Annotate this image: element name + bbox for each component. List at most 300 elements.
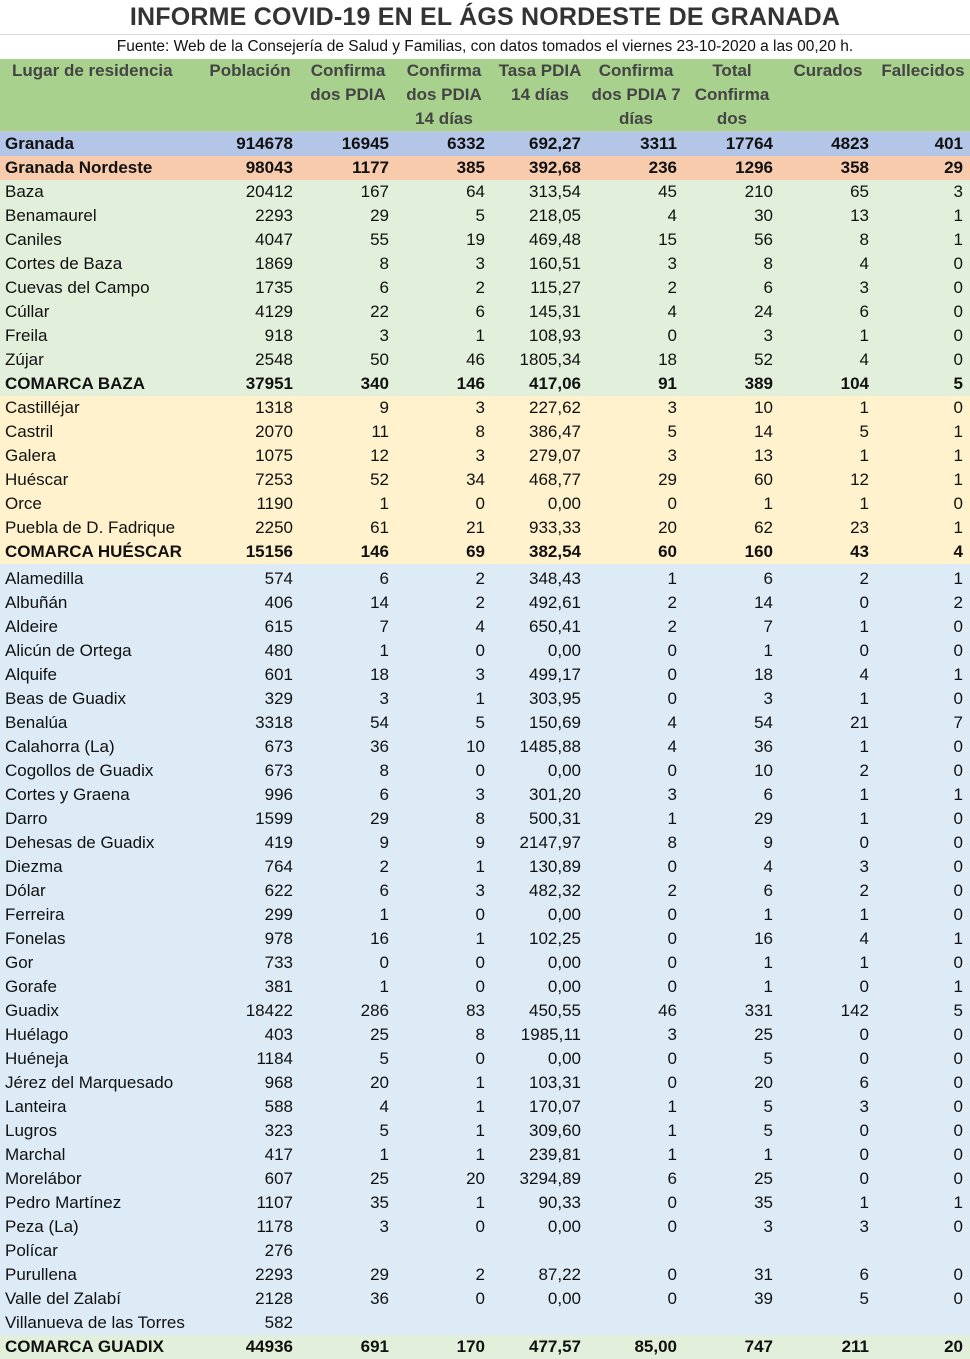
cell-fallecidos: 0	[876, 1047, 970, 1071]
cell-poblacion: 1184	[200, 1047, 300, 1071]
col-header-total: Total Confirma dos	[684, 59, 780, 132]
cell-confirmados-14: 9	[396, 831, 492, 855]
cell-lugar: Fonelas	[0, 927, 200, 951]
cell-confirmados: 3	[300, 687, 396, 711]
cell-fallecidos: 0	[876, 639, 970, 663]
cell-fallecidos	[876, 1311, 970, 1335]
cell-total: 3	[684, 687, 780, 711]
cell-poblacion: 329	[200, 687, 300, 711]
cell-poblacion: 403	[200, 1023, 300, 1047]
cell-confirmados-14: 0	[396, 951, 492, 975]
table-row	[0, 663, 970, 687]
cell-lugar: Huéneja	[0, 1047, 200, 1071]
cell-poblacion: 15156	[200, 540, 300, 564]
cell-total: 747	[684, 1335, 780, 1359]
cell-confirmados-14: 1	[396, 1119, 492, 1143]
cell-tasa-14: 500,31	[492, 807, 588, 831]
cell-confirmados-14: 385	[396, 156, 492, 180]
cell-confirmados-7: 60	[588, 540, 684, 564]
col-header-confirmados-7: Confirma dos PDIA 7 días	[588, 59, 684, 132]
cell-tasa-14: 450,55	[492, 999, 588, 1023]
table-row	[0, 396, 970, 420]
cell-curados: 13	[780, 204, 876, 228]
cell-curados: 1	[780, 1191, 876, 1215]
cell-lugar: Gorafe	[0, 975, 200, 999]
cell-lugar: Ferreira	[0, 903, 200, 927]
cell-tasa-14: 87,22	[492, 1263, 588, 1287]
cell-poblacion: 673	[200, 759, 300, 783]
cell-tasa-14: 103,31	[492, 1071, 588, 1095]
cell-confirmados-7: 0	[588, 951, 684, 975]
cell-confirmados: 14	[300, 591, 396, 615]
table-row	[0, 687, 970, 711]
cell-confirmados-14: 1	[396, 1071, 492, 1095]
cell-confirmados-7: 4	[588, 711, 684, 735]
cell-total: 331	[684, 999, 780, 1023]
table-row	[0, 567, 970, 591]
cell-lugar: Calahorra (La)	[0, 735, 200, 759]
table-row	[0, 1191, 970, 1215]
cell-curados: 3	[780, 855, 876, 879]
cell-confirmados-14: 2	[396, 591, 492, 615]
cell-fallecidos: 1	[876, 204, 970, 228]
col-header-lugar: Lugar de residencia	[0, 59, 200, 132]
cell-lugar: Gor	[0, 951, 200, 975]
cell-confirmados-14: 2	[396, 1263, 492, 1287]
cell-confirmados: 1	[300, 639, 396, 663]
cell-total: 8	[684, 252, 780, 276]
cell-curados: 6	[780, 300, 876, 324]
cell-confirmados-14: 3	[396, 396, 492, 420]
cell-curados: 21	[780, 711, 876, 735]
cell-lugar: Cuevas del Campo	[0, 276, 200, 300]
table-row	[0, 180, 970, 204]
cell-tasa-14: 392,68	[492, 156, 588, 180]
cell-curados: 1	[780, 324, 876, 348]
cell-curados: 3	[780, 1215, 876, 1239]
cell-total: 9	[684, 831, 780, 855]
cell-lugar: Dólar	[0, 879, 200, 903]
cell-curados: 6	[780, 1263, 876, 1287]
cell-curados: 358	[780, 156, 876, 180]
cell-tasa-14: 0,00	[492, 1215, 588, 1239]
cell-lugar: Beas de Guadix	[0, 687, 200, 711]
table-row	[0, 591, 970, 615]
cell-tasa-14: 0,00	[492, 492, 588, 516]
cell-total: 1	[684, 975, 780, 999]
cell-lugar: Castril	[0, 420, 200, 444]
cell-poblacion: 2548	[200, 348, 300, 372]
cell-tasa-14: 227,62	[492, 396, 588, 420]
cell-confirmados: 6	[300, 783, 396, 807]
cell-poblacion: 601	[200, 663, 300, 687]
cell-tasa-14: 477,57	[492, 1335, 588, 1359]
cell-poblacion: 2293	[200, 204, 300, 228]
cell-poblacion: 914678	[200, 132, 300, 157]
table-row	[0, 1023, 970, 1047]
table-row	[0, 492, 970, 516]
cell-confirmados: 61	[300, 516, 396, 540]
cell-total: 17764	[684, 132, 780, 157]
cell-curados: 0	[780, 1047, 876, 1071]
cell-total: 6	[684, 567, 780, 591]
cell-fallecidos: 1	[876, 1191, 970, 1215]
cell-curados: 0	[780, 831, 876, 855]
cell-poblacion: 1318	[200, 396, 300, 420]
cell-tasa-14: 386,47	[492, 420, 588, 444]
cell-confirmados-14: 6332	[396, 132, 492, 157]
cell-curados: 2	[780, 567, 876, 591]
cell-tasa-14: 130,89	[492, 855, 588, 879]
cell-curados: 43	[780, 540, 876, 564]
cell-curados: 4	[780, 663, 876, 687]
table-row	[0, 300, 970, 324]
table-row	[0, 831, 970, 855]
cell-confirmados-14: 64	[396, 180, 492, 204]
cell-confirmados-7	[588, 1239, 684, 1263]
table-row	[0, 1311, 970, 1335]
report-source: Fuente: Web de la Consejería de Salud y Familias, con datos tomados el viernes 23-10-2020 a las 00,20 h.	[0, 34, 970, 59]
cell-lugar: Huéscar	[0, 468, 200, 492]
cell-confirmados-7: 5	[588, 420, 684, 444]
cell-poblacion: 918	[200, 324, 300, 348]
cell-total: 5	[684, 1047, 780, 1071]
cell-confirmados-14: 8	[396, 807, 492, 831]
cell-poblacion: 1599	[200, 807, 300, 831]
cell-fallecidos: 0	[876, 1215, 970, 1239]
cell-confirmados-7: 0	[588, 1071, 684, 1095]
cell-total: 1	[684, 903, 780, 927]
cell-confirmados-14: 1	[396, 1143, 492, 1167]
cell-fallecidos: 0	[876, 1023, 970, 1047]
cell-confirmados-14: 146	[396, 372, 492, 396]
cell-confirmados-14: 3	[396, 663, 492, 687]
cell-lugar: Jérez del Marquesado	[0, 1071, 200, 1095]
cell-fallecidos: 1	[876, 927, 970, 951]
cell-poblacion: 582	[200, 1311, 300, 1335]
cell-lugar: Caniles	[0, 228, 200, 252]
table-row	[0, 516, 970, 540]
cell-curados: 3	[780, 276, 876, 300]
cell-tasa-14: 0,00	[492, 639, 588, 663]
cell-tasa-14: 1485,88	[492, 735, 588, 759]
cell-confirmados: 7	[300, 615, 396, 639]
cell-confirmados-14: 3	[396, 252, 492, 276]
cell-tasa-14: 1805,34	[492, 348, 588, 372]
cell-tasa-14: 108,93	[492, 324, 588, 348]
cell-confirmados: 52	[300, 468, 396, 492]
cell-confirmados-7: 8	[588, 831, 684, 855]
cell-poblacion: 299	[200, 903, 300, 927]
cell-curados: 1	[780, 444, 876, 468]
cell-confirmados-7: 20	[588, 516, 684, 540]
cell-fallecidos: 0	[876, 879, 970, 903]
cell-confirmados-7: 3	[588, 396, 684, 420]
cell-confirmados-7: 1	[588, 1119, 684, 1143]
cell-total: 4	[684, 855, 780, 879]
cell-curados	[780, 1239, 876, 1263]
cell-lugar: Cortes y Graena	[0, 783, 200, 807]
cell-fallecidos: 5	[876, 999, 970, 1023]
table-row	[0, 1047, 970, 1071]
table-row	[0, 615, 970, 639]
cell-fallecidos: 0	[876, 759, 970, 783]
header-row	[0, 59, 970, 132]
cell-confirmados: 50	[300, 348, 396, 372]
cell-poblacion: 4129	[200, 300, 300, 324]
cell-confirmados: 29	[300, 807, 396, 831]
cell-total: 10	[684, 396, 780, 420]
cell-confirmados: 340	[300, 372, 396, 396]
cell-poblacion: 381	[200, 975, 300, 999]
cell-confirmados-7: 2	[588, 591, 684, 615]
cell-confirmados-14: 0	[396, 639, 492, 663]
cell-fallecidos: 3	[876, 180, 970, 204]
cell-confirmados-7: 91	[588, 372, 684, 396]
cell-poblacion: 3318	[200, 711, 300, 735]
cell-confirmados: 3	[300, 1215, 396, 1239]
cell-confirmados-7: 0	[588, 687, 684, 711]
cell-confirmados-7: 18	[588, 348, 684, 372]
cell-confirmados-14: 0	[396, 492, 492, 516]
cell-curados: 12	[780, 468, 876, 492]
cell-fallecidos: 0	[876, 276, 970, 300]
cell-poblacion: 607	[200, 1167, 300, 1191]
cell-total	[684, 1311, 780, 1335]
cell-tasa-14: 0,00	[492, 759, 588, 783]
table-row	[0, 1143, 970, 1167]
cell-confirmados: 1	[300, 492, 396, 516]
table-row	[0, 1119, 970, 1143]
cell-poblacion: 1178	[200, 1215, 300, 1239]
cell-total: 6	[684, 879, 780, 903]
cell-fallecidos: 7	[876, 711, 970, 735]
cell-confirmados: 5	[300, 1119, 396, 1143]
cell-confirmados-7: 0	[588, 903, 684, 927]
cell-total: 25	[684, 1023, 780, 1047]
cell-poblacion: 20412	[200, 180, 300, 204]
cell-poblacion: 588	[200, 1095, 300, 1119]
cell-confirmados-7: 0	[588, 927, 684, 951]
cell-poblacion: 98043	[200, 156, 300, 180]
cell-confirmados-14: 0	[396, 1047, 492, 1071]
cell-lugar: Zújar	[0, 348, 200, 372]
cell-confirmados-7: 0	[588, 1047, 684, 1071]
cell-fallecidos: 0	[876, 1071, 970, 1095]
cell-fallecidos: 2	[876, 591, 970, 615]
cell-confirmados-14: 6	[396, 300, 492, 324]
cell-lugar: Marchal	[0, 1143, 200, 1167]
cell-confirmados-14: 170	[396, 1335, 492, 1359]
cell-tasa-14: 468,77	[492, 468, 588, 492]
table-row	[0, 252, 970, 276]
cell-lugar: Guadix	[0, 999, 200, 1023]
cell-tasa-14: 492,61	[492, 591, 588, 615]
cell-tasa-14: 239,81	[492, 1143, 588, 1167]
cell-confirmados: 11	[300, 420, 396, 444]
col-header-fallecidos: Fallecidos	[876, 59, 970, 132]
cell-confirmados-7: 1	[588, 1095, 684, 1119]
cell-tasa-14: 218,05	[492, 204, 588, 228]
cell-tasa-14	[492, 1239, 588, 1263]
cell-tasa-14: 2147,97	[492, 831, 588, 855]
cell-total: 18	[684, 663, 780, 687]
cell-confirmados: 1	[300, 975, 396, 999]
cell-curados: 0	[780, 591, 876, 615]
cell-lugar: COMARCA BAZA	[0, 372, 200, 396]
cell-fallecidos: 0	[876, 855, 970, 879]
cell-total: 56	[684, 228, 780, 252]
col-header-tasa-14: Tasa PDIA 14 días	[492, 59, 588, 132]
cell-total: 210	[684, 180, 780, 204]
cell-confirmados: 1	[300, 903, 396, 927]
cell-total: 60	[684, 468, 780, 492]
cell-fallecidos: 0	[876, 396, 970, 420]
comarca-baza-total-row	[0, 372, 970, 396]
cell-confirmados-7: 236	[588, 156, 684, 180]
cell-lugar: Polícar	[0, 1239, 200, 1263]
cell-tasa-14: 3294,89	[492, 1167, 588, 1191]
cell-confirmados: 25	[300, 1023, 396, 1047]
table-row	[0, 783, 970, 807]
cell-confirmados-14: 19	[396, 228, 492, 252]
cell-confirmados-14: 3	[396, 444, 492, 468]
cell-confirmados-7: 3	[588, 1023, 684, 1047]
cell-poblacion: 996	[200, 783, 300, 807]
cell-confirmados-7: 2	[588, 276, 684, 300]
cell-poblacion: 615	[200, 615, 300, 639]
cell-fallecidos: 0	[876, 687, 970, 711]
cell-fallecidos: 1	[876, 567, 970, 591]
cell-confirmados-7: 2	[588, 879, 684, 903]
cell-total: 6	[684, 276, 780, 300]
cell-confirmados-14	[396, 1239, 492, 1263]
cell-total: 1	[684, 492, 780, 516]
cell-curados: 142	[780, 999, 876, 1023]
cell-curados: 0	[780, 639, 876, 663]
cell-lugar: Alicún de Ortega	[0, 639, 200, 663]
cell-confirmados-14	[396, 1311, 492, 1335]
cell-lugar: Cortes de Baza	[0, 252, 200, 276]
cell-confirmados-7: 3	[588, 444, 684, 468]
comarca-guadix-total-row	[0, 1335, 970, 1359]
cell-tasa-14: 482,32	[492, 879, 588, 903]
cell-confirmados-14: 1	[396, 687, 492, 711]
cell-confirmados-14: 2	[396, 567, 492, 591]
cell-fallecidos: 1	[876, 975, 970, 999]
cell-lugar: COMARCA HUÉSCAR	[0, 540, 200, 564]
cell-fallecidos	[876, 1239, 970, 1263]
cell-tasa-14: 0,00	[492, 1287, 588, 1311]
cell-fallecidos: 4	[876, 540, 970, 564]
cell-fallecidos: 1	[876, 468, 970, 492]
cell-curados: 211	[780, 1335, 876, 1359]
cell-poblacion: 2070	[200, 420, 300, 444]
cell-poblacion: 37951	[200, 372, 300, 396]
cell-confirmados-14: 5	[396, 204, 492, 228]
cell-confirmados-14: 2	[396, 276, 492, 300]
cell-confirmados-14: 8	[396, 420, 492, 444]
table-row	[0, 228, 970, 252]
cell-lugar: Huélago	[0, 1023, 200, 1047]
cell-poblacion: 7253	[200, 468, 300, 492]
cell-curados: 65	[780, 180, 876, 204]
cell-confirmados: 36	[300, 735, 396, 759]
cell-poblacion: 2128	[200, 1287, 300, 1311]
cell-tasa-14: 160,51	[492, 252, 588, 276]
cell-total: 5	[684, 1095, 780, 1119]
cell-confirmados: 4	[300, 1095, 396, 1119]
cell-confirmados: 1177	[300, 156, 396, 180]
cell-confirmados-7: 0	[588, 1263, 684, 1287]
cell-confirmados: 691	[300, 1335, 396, 1359]
cell-curados: 0	[780, 975, 876, 999]
cell-total: 389	[684, 372, 780, 396]
cell-tasa-14: 0,00	[492, 951, 588, 975]
cell-tasa-14: 417,06	[492, 372, 588, 396]
cell-lugar: Freila	[0, 324, 200, 348]
cell-confirmados: 12	[300, 444, 396, 468]
cell-poblacion: 622	[200, 879, 300, 903]
cell-curados: 8	[780, 228, 876, 252]
cell-total: 10	[684, 759, 780, 783]
cell-tasa-14: 301,20	[492, 783, 588, 807]
cell-curados: 1	[780, 396, 876, 420]
cell-confirmados-14: 69	[396, 540, 492, 564]
cell-confirmados-14: 20	[396, 1167, 492, 1191]
cell-poblacion: 1190	[200, 492, 300, 516]
cell-confirmados-7: 29	[588, 468, 684, 492]
cell-lugar: Cogollos de Guadix	[0, 759, 200, 783]
table-row	[0, 903, 970, 927]
cell-confirmados-14: 0	[396, 903, 492, 927]
cell-confirmados-7: 0	[588, 975, 684, 999]
table-row	[0, 855, 970, 879]
cell-curados: 2	[780, 759, 876, 783]
table-row	[0, 324, 970, 348]
cell-lugar: Cúllar	[0, 300, 200, 324]
cell-confirmados: 8	[300, 759, 396, 783]
cell-fallecidos: 401	[876, 132, 970, 157]
cell-curados: 5	[780, 420, 876, 444]
cell-fallecidos: 0	[876, 1119, 970, 1143]
cell-confirmados-7: 85,00	[588, 1335, 684, 1359]
cell-confirmados: 20	[300, 1071, 396, 1095]
cell-tasa-14: 309,60	[492, 1119, 588, 1143]
cell-curados: 1	[780, 735, 876, 759]
cell-confirmados: 16945	[300, 132, 396, 157]
cell-tasa-14: 313,54	[492, 180, 588, 204]
cell-confirmados-7: 3	[588, 783, 684, 807]
cell-fallecidos: 0	[876, 1167, 970, 1191]
cell-confirmados-7: 1	[588, 1143, 684, 1167]
cell-confirmados-7: 2	[588, 615, 684, 639]
cell-confirmados-7: 45	[588, 180, 684, 204]
cell-tasa-14: 0,00	[492, 903, 588, 927]
cell-confirmados-7: 0	[588, 492, 684, 516]
cell-total: 1296	[684, 156, 780, 180]
cell-curados: 1	[780, 807, 876, 831]
cell-total: 6	[684, 783, 780, 807]
covid-table	[0, 59, 970, 1359]
cell-lugar: Baza	[0, 180, 200, 204]
comarca-huescar-total-row	[0, 540, 970, 564]
cell-tasa-14: 1985,11	[492, 1023, 588, 1047]
cell-lugar: Pedro Martínez	[0, 1191, 200, 1215]
cell-confirmados-14: 1	[396, 855, 492, 879]
cell-poblacion: 574	[200, 567, 300, 591]
cell-curados: 5	[780, 1287, 876, 1311]
